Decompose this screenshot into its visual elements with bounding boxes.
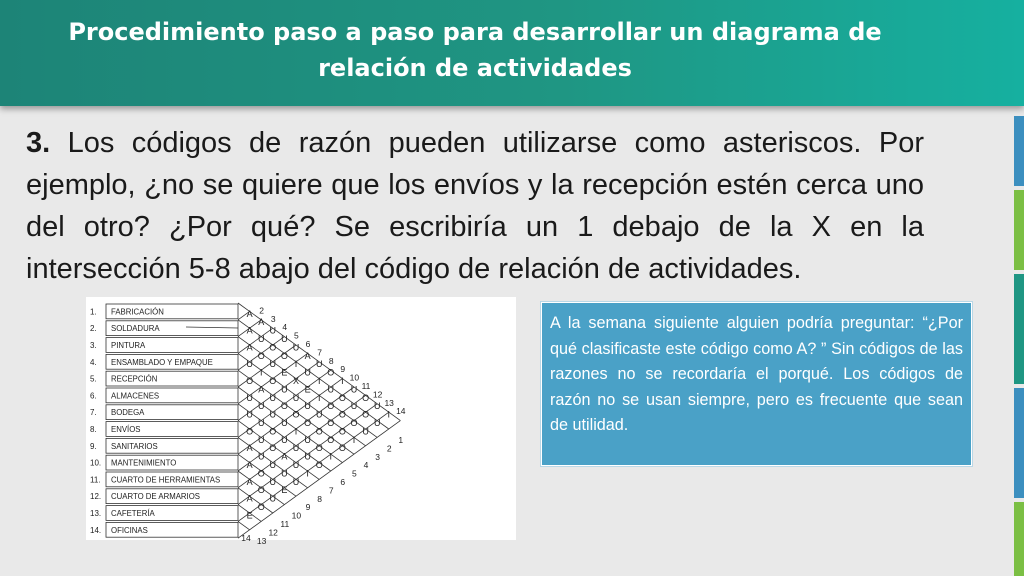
activity-name: SANITARIOS <box>111 441 158 451</box>
activity-row <box>90 304 238 319</box>
relationship-code: O <box>269 376 277 386</box>
activity-name: CUARTO DE HERRAMIENTAS <box>111 475 221 485</box>
relationship-code: O <box>280 401 288 412</box>
column-number: 7 <box>328 485 334 496</box>
step-number: 3. <box>26 127 51 159</box>
column-number: 4 <box>363 460 369 471</box>
column-number: 7 <box>317 347 322 358</box>
relationship-code: I <box>329 451 333 462</box>
relationship-code: O <box>315 460 323 470</box>
relationship-code: O <box>269 342 277 353</box>
relationship-code: O <box>338 392 346 403</box>
grid-line <box>238 521 250 529</box>
activity-row <box>90 438 238 453</box>
relationship-code: I <box>294 359 298 370</box>
activity-number: 4. <box>90 357 97 367</box>
relationship-code: O <box>280 350 288 361</box>
relationship-code: U <box>246 392 253 403</box>
activity-row <box>90 354 238 369</box>
relationship-code: A <box>246 493 253 504</box>
activity-name: CAFETERÍA <box>111 509 155 518</box>
activity-row <box>90 405 238 420</box>
relationship-code: U <box>292 460 300 470</box>
relationship-code: A <box>246 443 253 454</box>
decorative-edge-bars <box>1012 106 1024 576</box>
activity-number: 11. <box>90 475 101 485</box>
relationship-code: O <box>327 367 335 378</box>
activity-name: ENSAMBLADO Y EMPAQUE <box>111 357 213 367</box>
relationship-code: U <box>304 401 311 412</box>
relationship-code: I <box>259 367 263 378</box>
relationship-code: O <box>269 426 277 437</box>
column-number: 10 <box>291 510 302 521</box>
activity-number: 8. <box>90 425 97 434</box>
relationship-code: O <box>338 443 346 454</box>
relationship-code: U <box>281 334 288 344</box>
column-number: 13 <box>256 535 267 546</box>
relationship-code: O <box>257 502 265 512</box>
relationship-code: U <box>246 359 253 370</box>
relationship-code: U <box>292 342 300 353</box>
relationship-code: A <box>304 350 311 361</box>
relationship-code: A <box>246 308 253 319</box>
relationship-code: E <box>246 510 253 521</box>
activity-name: RECEPCIÓN <box>111 374 158 384</box>
column-number: 1 <box>398 435 404 445</box>
activity-number: 14. <box>90 525 102 535</box>
relationship-code: I <box>317 376 321 386</box>
relationship-code: U <box>292 476 300 487</box>
relationship-code: I <box>306 468 309 479</box>
column-number: 9 <box>340 364 346 375</box>
activity-number: 7. <box>90 408 97 418</box>
relationship-code: U <box>269 460 277 470</box>
activity-name: ENVÍOS <box>111 425 141 434</box>
activity-row <box>90 522 238 537</box>
relationship-code: U <box>257 401 265 412</box>
relationship-code: A <box>246 342 253 353</box>
relationship-code: I <box>294 426 298 437</box>
column-number: 14 <box>241 533 251 544</box>
column-number: 2 <box>386 443 392 454</box>
column-number: 3 <box>375 451 380 462</box>
relationship-code: O <box>327 434 335 445</box>
relationship-code: U <box>373 401 381 412</box>
relationship-code: U <box>281 434 288 445</box>
activity-name: BODEGA <box>111 408 145 418</box>
activity-name: ALMACENES <box>111 391 160 401</box>
relationship-code: E <box>304 384 311 395</box>
relationship-code: U <box>292 443 300 454</box>
relationship-code: A <box>246 325 253 336</box>
relationship-code: O <box>246 426 254 437</box>
activity-name: MANTENIMIENTO <box>111 458 177 468</box>
relationship-code: O <box>315 426 323 437</box>
relationship-code: O <box>350 418 358 428</box>
relationship-code: U <box>257 334 265 344</box>
relationship-code: U <box>327 384 335 395</box>
relationship-code: U <box>281 418 288 428</box>
relationship-code: U <box>292 392 300 403</box>
relationship-code: I <box>352 434 356 445</box>
column-number: 9 <box>305 502 311 513</box>
relationship-code: U <box>350 401 358 412</box>
column-number: 13 <box>384 397 394 408</box>
relationship-code: O <box>362 392 370 403</box>
activity-number: 3. <box>90 341 97 350</box>
relationship-code: A <box>246 476 253 487</box>
column-number: 6 <box>340 477 346 487</box>
activity-name: SOLDADURA <box>111 324 160 334</box>
relationship-code: A <box>246 460 253 470</box>
column-number: 8 <box>328 355 334 366</box>
column-number: 12 <box>372 389 383 400</box>
title-banner <box>0 0 1024 106</box>
activity-number: 5. <box>90 374 97 384</box>
activity-row <box>90 455 238 470</box>
relationship-code: U <box>350 384 358 395</box>
relationship-code: U <box>281 468 288 479</box>
relationship-code: O <box>338 409 346 420</box>
activity-number: 12. <box>90 492 102 502</box>
relationship-code: O <box>315 443 323 454</box>
relationship-code: U <box>257 418 265 428</box>
activity-name: CUARTO DE ARMARIOS <box>111 492 200 502</box>
relationship-code: U <box>281 384 288 395</box>
column-number: 12 <box>268 527 278 538</box>
column-number: 11 <box>280 519 290 529</box>
column-number: 11 <box>361 381 371 391</box>
activity-number: 10. <box>90 458 102 468</box>
activity-name: OFICINAS <box>111 525 148 535</box>
relationship-code: O <box>304 418 312 428</box>
relationship-code: E <box>281 367 288 378</box>
relationship-code: U <box>257 451 265 462</box>
column-number: 10 <box>349 372 360 383</box>
activity-number: 1. <box>90 307 97 317</box>
activity-relationship-diagram <box>86 297 516 546</box>
activity-number: 9. <box>90 441 97 451</box>
relationship-code: X <box>292 376 300 386</box>
relationship-code: I <box>387 409 391 420</box>
column-number: 14 <box>396 406 406 417</box>
relationship-code: U <box>373 418 381 428</box>
relationship-code: U <box>269 359 277 370</box>
activity-name: PINTURA <box>111 341 146 350</box>
relationship-code: O <box>257 485 265 496</box>
relationship-code: I <box>317 392 321 403</box>
relationship-code: U <box>269 476 277 487</box>
relationship-code: U <box>362 426 369 437</box>
activity-row <box>90 422 238 437</box>
slide-title: Procedimiento paso a paso para desarrollar un diagrama de relación de actividades <box>68 18 882 82</box>
relationship-code: U <box>304 451 311 462</box>
relationship-code: O <box>292 409 300 420</box>
relationship-code: O <box>327 401 335 412</box>
relationship-code: A <box>258 384 265 395</box>
column-number: 3 <box>270 313 276 324</box>
relationship-code: U <box>315 409 323 420</box>
relationship-code: U <box>246 409 253 420</box>
relationship-code: U <box>315 359 323 370</box>
column-number: 6 <box>305 339 311 349</box>
relationship-code: O <box>246 376 254 386</box>
activity-row <box>90 371 238 386</box>
relationship-code: O <box>257 468 265 479</box>
relationship-code: A <box>258 317 265 328</box>
relationship-code: U <box>269 493 277 504</box>
activity-row <box>90 321 238 336</box>
relationship-code: U <box>269 409 277 420</box>
column-number: 4 <box>282 322 288 333</box>
relationship-code: I <box>341 376 344 386</box>
relationship-code: O <box>257 350 265 361</box>
activity-number: 13. <box>90 509 102 518</box>
column-number: 8 <box>317 493 322 504</box>
relationship-code: O <box>338 426 346 437</box>
activity-row <box>90 472 238 487</box>
activity-row <box>90 506 238 521</box>
relationship-code: O <box>327 418 335 428</box>
relationship-code: E <box>281 485 288 496</box>
note-box: A la semana siguiente alguien podría preguntar: “¿Por qué clasificaste este código como A? ” Sin códigos de las razones no se recordaría el porqué. Los códigos de razón no se usan siempre, pero es frecuente que sean de utilidad. <box>541 302 972 466</box>
relationship-code: U <box>304 367 311 378</box>
column-number: 5 <box>294 330 299 341</box>
column-number: 2 <box>259 305 264 316</box>
relationship-code: U <box>257 434 265 445</box>
activity-name: FABRICACIÓN <box>111 307 164 317</box>
activity-row <box>90 489 238 504</box>
relationship-code: U <box>304 434 311 445</box>
relationship-code: A <box>281 451 288 462</box>
step-text: Los códigos de razón pueden utilizarse como asteriscos. Por ejemplo, ¿no se quiere que los envíos y la recepción estén cerca uno del otro? ¿Por qué? Se escribiría un 1 debajo de la X en la intersección 5-8 abajo del código de relación de actividades. <box>26 127 924 285</box>
activity-number: 2. <box>90 324 97 334</box>
relationship-code: U <box>269 325 277 336</box>
relationship-code: O <box>362 409 370 420</box>
body-paragraph <box>26 122 924 290</box>
column-number: 5 <box>352 468 357 479</box>
relationship-code: O <box>269 443 277 454</box>
activity-row <box>90 388 238 403</box>
relationship-code: U <box>269 392 277 403</box>
activity-number: 6. <box>90 391 97 401</box>
activity-row <box>90 338 238 353</box>
grid-line <box>238 350 366 445</box>
